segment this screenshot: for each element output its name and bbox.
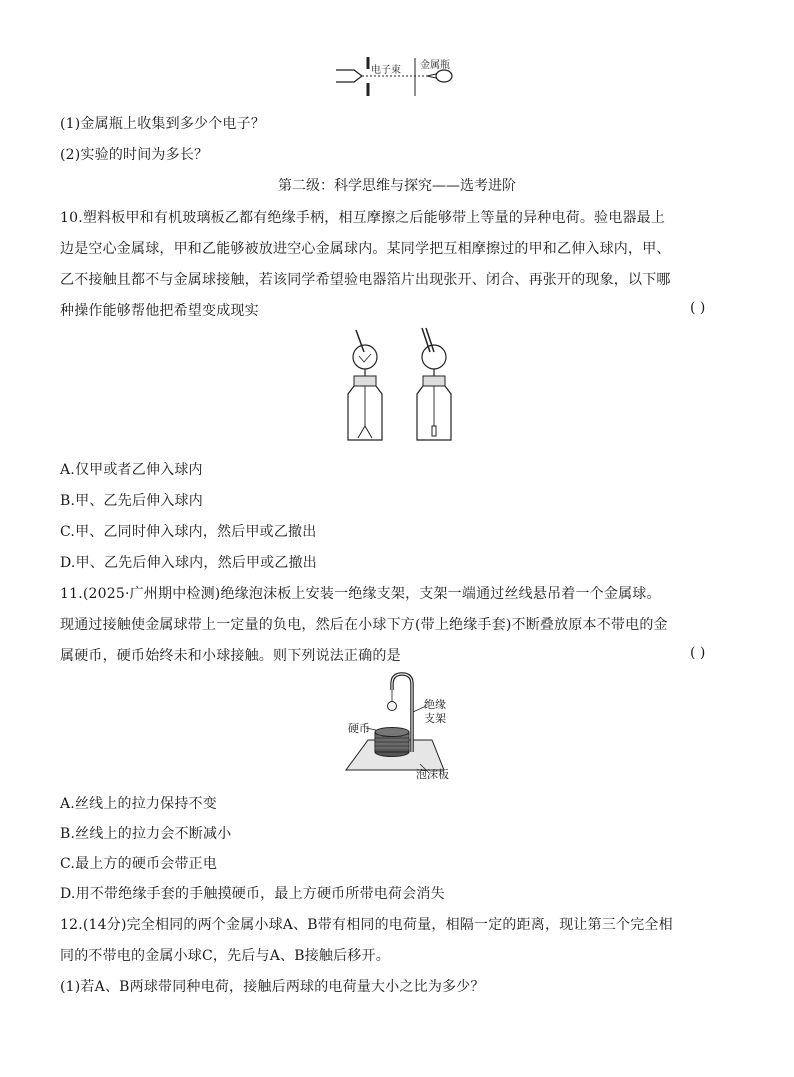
electron-beam-figure [330,52,470,102]
label-foam-board: 泡沫板 [416,768,449,781]
electroscope-figure [340,326,460,446]
q11-option-c: C.最上方的硬币会带正电 [60,856,218,872]
q11-option-a: A.丝线上的拉力保持不变 [60,796,217,812]
q12-line1: 12.(14分)完全相同的两个金属小球A、B带有相同的电荷量，相隔一定的距离，现让第三个完全相 [60,917,673,933]
q11-line2: 现通过接触使金属球带上一定量的负电，然后在小球下方(带上绝缘手套)不断叠放原本不带电的金 [60,617,668,633]
q11-option-d: D.用不带绝缘手套的手触摸硬币，最上方硬币所带电荷会消失 [60,886,445,902]
q11-answer-paren: ( ) [690,645,706,661]
q10-line4: 种操作能够帮他把希望变成现实 [60,303,259,319]
q10-option-b: B.甲、乙先后伸入球内 [60,493,203,509]
coin-stand-figure [340,672,470,784]
electroscope-right [417,328,451,440]
q10-line1: 10.塑料板甲和有机玻璃板乙都有绝缘手柄，相互摩擦之后能够带上等量的异种电荷。验电器最上 [60,210,666,226]
q10-answer-paren: ( ) [690,300,706,316]
q11-line1: 11.(2025·广州期中检测)绝缘泡沫板上安装一绝缘支架，支架一端通过丝线悬吊着一个金属球。 [60,586,661,602]
q10-option-a: A.仅甲或者乙伸入球内 [60,462,203,478]
q11-line3: 属硬币，硬币始终未和小球接触。则下列说法正确的是 [60,648,401,664]
q12-line2: 同的不带电的金属小球C，先后与A、B接触后移开。 [60,948,390,964]
label-electron-beam: 电子束 [371,65,401,76]
label-coin: 硬币 [348,722,370,735]
section-title: 第二级：科学思维与探究——选考进阶 [278,178,516,194]
label-metal-bottle: 金属瓶 [420,60,450,71]
q10-option-c: C.甲、乙同时伸入球内，然后甲或乙撤出 [60,524,317,540]
coin-stack [375,728,409,757]
q10-line2: 边是空心金属球，甲和乙能够被放进空心金属球内。某同学把互相摩擦过的甲和乙伸入球内，甲、 [60,241,671,257]
q12-sub1: (1)若A、B两球带同种电荷，接触后两球的电荷量大小之比为多少？ [60,979,485,995]
q9-sub2: (2)实验的时间为多长？ [60,147,209,163]
q11-option-b: B.丝线上的拉力会不断减小 [60,826,232,842]
label-insulated-1: 绝缘 [424,698,446,711]
label-insulated-2: 支架 [424,712,446,725]
q9-sub1: (1)金属瓶上收集到多少个电子？ [60,116,266,132]
electroscope-left [348,330,382,440]
q10-line3: 乙不接触且都不与金属球接触，若该同学希望验电器箔片出现张开、闭合、再张开的现象，以下哪 [60,272,671,288]
q10-option-d: D.甲、乙先后伸入球内，然后甲或乙撤出 [60,555,317,571]
